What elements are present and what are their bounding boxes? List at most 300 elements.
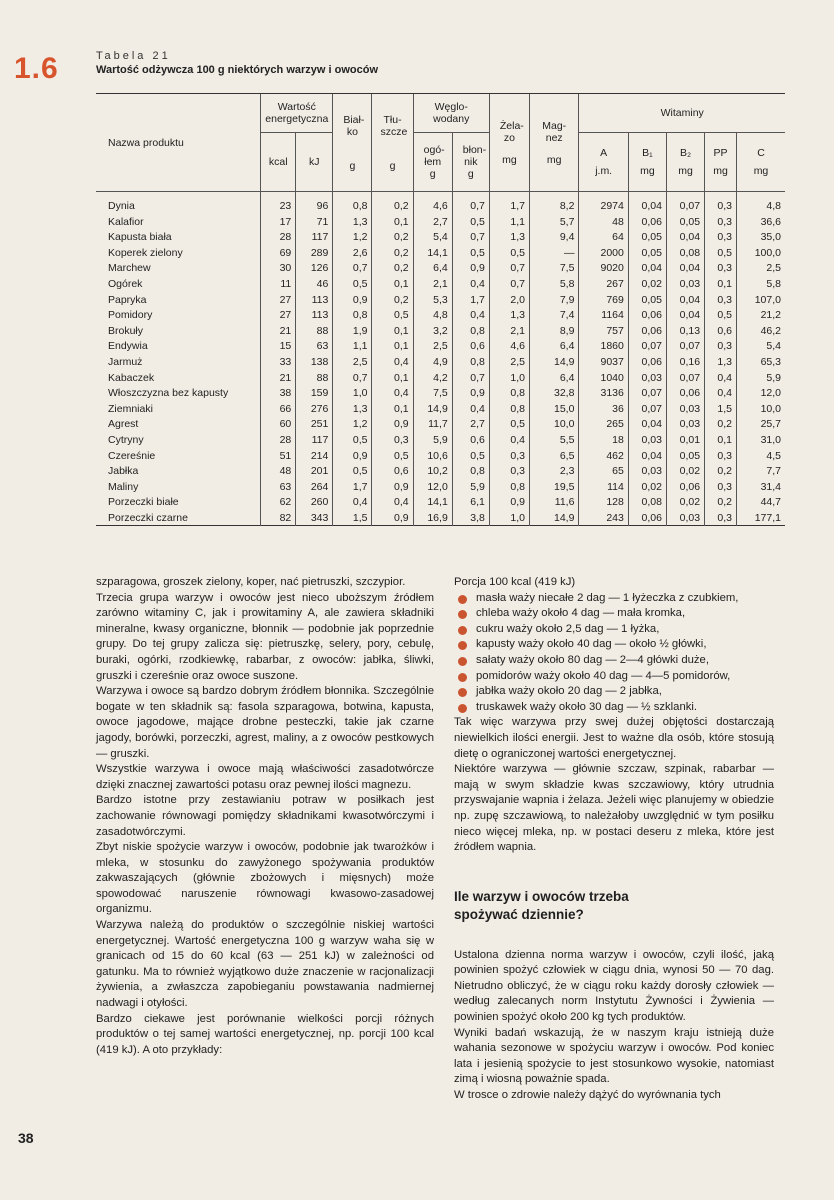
- value-cell: 21: [261, 371, 296, 387]
- value-cell: 0,3: [705, 215, 737, 231]
- table-row: [96, 355, 785, 371]
- value-cell: 107,0: [736, 293, 785, 309]
- value-cell: 66: [261, 402, 296, 418]
- value-cell: 65: [579, 464, 628, 480]
- value-cell: 757: [579, 324, 628, 340]
- value-cell: 0,07: [628, 339, 666, 355]
- value-cell: 36,6: [736, 215, 785, 231]
- value-cell: 1,3: [333, 215, 372, 231]
- value-cell: 0,03: [628, 464, 666, 480]
- value-cell: 19,5: [530, 480, 579, 496]
- portion-list: [454, 591, 774, 716]
- header-iron: [489, 94, 529, 192]
- value-cell: 0,03: [666, 402, 704, 418]
- value-cell: 0,5: [705, 246, 737, 262]
- value-cell: 2,5: [413, 339, 452, 355]
- value-cell: 0,04: [628, 192, 666, 215]
- value-cell: 100,0: [736, 246, 785, 262]
- value-cell: 1040: [579, 371, 628, 387]
- value-cell: 30: [261, 261, 296, 277]
- value-cell: 0,3: [705, 293, 737, 309]
- value-cell: 7,9: [530, 293, 579, 309]
- value-cell: 126: [296, 261, 333, 277]
- value-cell: 0,8: [452, 464, 489, 480]
- value-cell: 0,1: [705, 433, 737, 449]
- value-cell: 0,3: [372, 433, 413, 449]
- header-carbs: [413, 94, 489, 133]
- value-cell: 33: [261, 355, 296, 371]
- value-cell: 4,2: [413, 371, 452, 387]
- value-cell: 0,04: [666, 230, 704, 246]
- header-vit-b2: [666, 133, 704, 192]
- value-cell: 0,4: [372, 355, 413, 371]
- value-cell: 1,7: [452, 293, 489, 309]
- product-name-cell: Ogórek: [108, 277, 143, 290]
- unit-header: mg: [678, 165, 693, 177]
- value-cell: 46,2: [736, 324, 785, 340]
- value-cell: 0,9: [372, 480, 413, 496]
- product-name-cell: Dynia: [108, 200, 135, 212]
- paragraph: Zbyt niskie spożycie warzyw i owoców, podobnie jak twarożków i mleka, w stosunku do zawyżonego spożywania produktów zakwaszających (głównie zbożowych i mięsnych) może spowodować naruszenie równowagi kwasowo-zasadowej organizmu.: [96, 841, 434, 916]
- value-cell: 0,3: [705, 261, 737, 277]
- value-cell: 0,1: [372, 402, 413, 418]
- value-cell: 3136: [579, 386, 628, 402]
- value-cell: 0,1: [705, 277, 737, 293]
- value-cell: 2,5: [333, 355, 372, 371]
- header-vitamin-label: C: [757, 147, 765, 159]
- value-cell: 0,05: [666, 215, 704, 231]
- value-cell: 0,03: [666, 417, 704, 433]
- value-cell: 7,5: [413, 386, 452, 402]
- value-cell: 14,9: [530, 511, 579, 527]
- value-cell: 0,4: [705, 386, 737, 402]
- value-cell: 0,5: [333, 464, 372, 480]
- value-cell: 7,7: [736, 464, 785, 480]
- header-energy-label: Wartość energetyczna: [265, 101, 329, 125]
- value-cell: 31,4: [736, 480, 785, 496]
- value-cell: 63: [296, 339, 333, 355]
- value-cell: 0,2: [372, 293, 413, 309]
- portion-intro: Porcja 100 kcal (419 kJ): [454, 576, 576, 588]
- value-cell: 9020: [579, 261, 628, 277]
- header-vitamins: [579, 94, 785, 133]
- list-item: truskawek waży około 30 dag — ½ szklanki.: [454, 700, 774, 716]
- value-cell: 0,07: [628, 402, 666, 418]
- value-cell: 5,7: [530, 215, 579, 231]
- value-cell: 62: [261, 495, 296, 511]
- header-fat-label: Tłu-szcze: [380, 113, 408, 138]
- value-cell: 0,5: [489, 246, 529, 262]
- value-cell: 0,02: [666, 464, 704, 480]
- value-cell: 2,1: [489, 324, 529, 340]
- value-cell: 1,0: [489, 371, 529, 387]
- value-cell: 276: [296, 402, 333, 418]
- header-carbs-total: [413, 133, 452, 192]
- value-cell: 7,5: [530, 261, 579, 277]
- value-cell: 5,4: [413, 230, 452, 246]
- value-cell: 4,8: [413, 308, 452, 324]
- value-cell: 64: [579, 230, 628, 246]
- value-cell: 7,4: [530, 308, 579, 324]
- header-vit-pp: [705, 133, 737, 192]
- value-cell: 128: [579, 495, 628, 511]
- value-cell: 1,1: [333, 339, 372, 355]
- header-carbs-fiber-label: błon-nik: [462, 144, 487, 168]
- value-cell: 1,9: [333, 324, 372, 340]
- value-cell: 5,5: [530, 433, 579, 449]
- value-cell: 31,0: [736, 433, 785, 449]
- value-cell: 0,06: [628, 324, 666, 340]
- value-cell: 25,7: [736, 417, 785, 433]
- value-cell: 5,8: [530, 277, 579, 293]
- value-cell: 5,4: [736, 339, 785, 355]
- value-cell: 88: [296, 324, 333, 340]
- value-cell: 2974: [579, 192, 628, 215]
- unit-header: mg: [502, 153, 517, 166]
- value-cell: 0,2: [372, 230, 413, 246]
- paragraph: Tak więc warzywa przy swej dużej objętości dostarczają niewielkich ilości energii. Jest to ważne dla osób, które stosują dietę o ograniczonej wartości energetycznej.: [454, 716, 774, 760]
- value-cell: 0,08: [666, 246, 704, 262]
- value-cell: 0,02: [666, 495, 704, 511]
- header-name-label: Nazwa produktu: [108, 136, 184, 149]
- value-cell: 0,2: [372, 246, 413, 262]
- value-cell: 0,07: [628, 386, 666, 402]
- value-cell: 0,07: [666, 371, 704, 387]
- value-cell: 0,6: [452, 339, 489, 355]
- value-cell: 12,0: [413, 480, 452, 496]
- value-cell: 1860: [579, 339, 628, 355]
- value-cell: 5,9: [736, 371, 785, 387]
- value-cell: 96: [296, 192, 333, 215]
- value-cell: 0,4: [452, 308, 489, 324]
- value-cell: 0,2: [705, 417, 737, 433]
- value-cell: 0,06: [628, 355, 666, 371]
- unit-header: mg: [713, 165, 728, 177]
- value-cell: 51: [261, 449, 296, 465]
- list-item: cukru waży około 2,5 dag — 1 łyżka,: [454, 622, 774, 638]
- paragraph: Bardzo ciekawe jest porównanie wielkości porcji różnych produktów o tej samej wartości energetycznej, np. porcji 100 kcal (419 kJ). A oto przykłady:: [96, 1012, 434, 1056]
- product-name-cell: Ziemniaki: [108, 402, 153, 415]
- paragraph: Warzywa i owoce są bardzo dobrym źródłem błonnika. Szczególnie bogate w ten składnik są: fasola szparagowa, botwina, kapusta, owoce jagodowe, mające drobne pesteczki, takie jak czarne jagody, borówki, porzeczki, agrest, maliny, a z owoców pestkowych — gruszki.: [96, 685, 434, 760]
- value-cell: 21,2: [736, 308, 785, 324]
- value-cell: 2,3: [530, 464, 579, 480]
- value-cell: 0,03: [666, 277, 704, 293]
- unit-header: g: [349, 159, 356, 172]
- value-cell: 769: [579, 293, 628, 309]
- table-row: [96, 449, 785, 465]
- value-cell: 138: [296, 355, 333, 371]
- value-cell: 0,9: [452, 261, 489, 277]
- product-name-cell: Endywia: [108, 340, 148, 353]
- paragraph: Bardzo istotne przy zestawianiu potraw w posiłkach jest zachowanie równowagi pomiędzy składnikami kwasotwórczymi i zasadotwórczymi.: [96, 794, 434, 838]
- value-cell: 0,05: [628, 293, 666, 309]
- nutrition-table: [96, 93, 785, 526]
- value-cell: 17: [261, 215, 296, 231]
- table-row: [96, 192, 785, 215]
- value-cell: 265: [579, 417, 628, 433]
- header-energy: [261, 94, 333, 133]
- value-cell: 0,16: [666, 355, 704, 371]
- value-cell: 0,03: [628, 433, 666, 449]
- paragraph: Ustalona dzienna norma warzyw i owoców, czyli ilość, jaką powinien spożyć człowiek w ciągu dnia, wynosi 50 — 70 dag. Nietrudno obliczyć, że w ciągu roku każdy dorosły człowiek — według zalecanych norm Instytutu Żywności i Żywienia — powinien spożyć około 200 kg tych produktów.: [454, 948, 774, 1024]
- value-cell: 10,6: [413, 449, 452, 465]
- table-row: [96, 371, 785, 387]
- value-cell: 27: [261, 308, 296, 324]
- header-name: [96, 94, 261, 192]
- header-kcal: [261, 133, 296, 192]
- value-cell: 35,0: [736, 230, 785, 246]
- value-cell: 1,7: [333, 480, 372, 496]
- value-cell: 214: [296, 449, 333, 465]
- value-cell: 0,2: [372, 192, 413, 215]
- value-cell: 0,7: [452, 230, 489, 246]
- header-carbs-fiber: [452, 133, 489, 192]
- product-name-cell: Pomidory: [108, 309, 153, 322]
- value-cell: 0,4: [705, 371, 737, 387]
- header-protein: [333, 94, 372, 192]
- value-cell: 343: [296, 511, 333, 527]
- header-vitamin-label: B₂: [679, 147, 692, 159]
- header-carbs-total-label: ogó-łem: [423, 144, 445, 168]
- value-cell: 0,3: [705, 230, 737, 246]
- value-cell: 0,2: [705, 495, 737, 511]
- value-cell: 0,1: [372, 277, 413, 293]
- value-cell: 36: [579, 402, 628, 418]
- value-cell: 1,3: [489, 308, 529, 324]
- list-item: pomidorów waży około 40 dag — 4—5 pomidorów,: [454, 669, 774, 685]
- value-cell: 0,1: [372, 339, 413, 355]
- value-cell: 0,03: [628, 371, 666, 387]
- value-cell: 0,04: [628, 261, 666, 277]
- value-cell: 1,0: [489, 511, 529, 527]
- value-cell: 63: [261, 480, 296, 496]
- value-cell: 0,07: [666, 339, 704, 355]
- list-item: masła waży niecałe 2 dag — 1 łyżeczka z czubkiem,: [454, 591, 774, 607]
- header-fat: [372, 94, 413, 192]
- value-cell: 0,7: [333, 371, 372, 387]
- value-cell: 28: [261, 433, 296, 449]
- value-cell: 0,1: [372, 215, 413, 231]
- section-number: 1.6: [14, 52, 59, 85]
- value-cell: 11,7: [413, 417, 452, 433]
- value-cell: 5,3: [413, 293, 452, 309]
- value-cell: 0,9: [372, 511, 413, 527]
- value-cell: 0,7: [333, 261, 372, 277]
- value-cell: 10,0: [736, 402, 785, 418]
- value-cell: 60: [261, 417, 296, 433]
- value-cell: 0,5: [705, 308, 737, 324]
- value-cell: 88: [296, 371, 333, 387]
- value-cell: 260: [296, 495, 333, 511]
- value-cell: 1,1: [489, 215, 529, 231]
- table-row: [96, 386, 785, 402]
- value-cell: 0,08: [628, 495, 666, 511]
- value-cell: 6,4: [530, 339, 579, 355]
- product-name-cell: Kalafior: [108, 215, 144, 228]
- value-cell: 0,6: [452, 433, 489, 449]
- value-cell: 0,7: [489, 277, 529, 293]
- value-cell: 0,3: [489, 464, 529, 480]
- value-cell: 4,5: [736, 449, 785, 465]
- header-magnesium: [530, 94, 579, 192]
- table-label: Tabela 21: [96, 50, 171, 62]
- paragraph: Warzywa należą do produktów o szczególnie niskiej wartości energetycznej. Wartość energetyczna 100 g warzyw waha się w granicach od 15 do 60 kcal (63 — 251 kJ) w zależności od gatunku. Ma to również wyjątkowo duże znaczenie w racjonalizacji żywienia, a zwłaszcza zapobieganiu powstawania nadmiernej nadwagi i otyłości.: [96, 919, 434, 1010]
- value-cell: 4,6: [413, 192, 452, 215]
- value-cell: 9,4: [530, 230, 579, 246]
- value-cell: 1,2: [333, 417, 372, 433]
- value-cell: 1,5: [333, 511, 372, 527]
- value-cell: 0,9: [372, 417, 413, 433]
- value-cell: 15,0: [530, 402, 579, 418]
- unit-header: mg: [640, 165, 655, 177]
- paragraph: Wyniki badań wskazują, że w naszym kraju istnieją duże wahania sezonowe w spożyciu warzyw i owoców. Pod koniec lata i jesienią spożycie to jest stosunkowo wysokie, natomiast zimą i wiosną poważnie spada.: [454, 1026, 774, 1086]
- value-cell: 18: [579, 433, 628, 449]
- value-cell: 117: [296, 230, 333, 246]
- list-item: chleba waży około 4 dag — mała kromka,: [454, 606, 774, 622]
- value-cell: 2,0: [489, 293, 529, 309]
- product-name-cell: Porzeczki białe: [108, 496, 179, 509]
- table-row: [96, 417, 785, 433]
- value-cell: 117: [296, 433, 333, 449]
- value-cell: 0,4: [452, 277, 489, 293]
- value-cell: 2,6: [333, 246, 372, 262]
- value-cell: 0,9: [489, 495, 529, 511]
- value-cell: 1,2: [333, 230, 372, 246]
- header-carbs-label: Węglo-wodany: [433, 101, 470, 125]
- value-cell: 0,5: [333, 433, 372, 449]
- value-cell: 0,7: [452, 371, 489, 387]
- value-cell: 0,7: [452, 192, 489, 215]
- product-name-cell: Kabaczek: [108, 371, 155, 384]
- value-cell: 0,4: [372, 495, 413, 511]
- product-name-cell: Włoszczyzna bez kapusty: [108, 387, 229, 400]
- value-cell: 32,8: [530, 386, 579, 402]
- value-cell: 2,7: [452, 417, 489, 433]
- table-row: [96, 511, 785, 527]
- value-cell: 1164: [579, 308, 628, 324]
- value-cell: 14,1: [413, 495, 452, 511]
- value-cell: 3,8: [452, 511, 489, 527]
- value-cell: 11,6: [530, 495, 579, 511]
- value-cell: 264: [296, 480, 333, 496]
- product-name-cell: Cytryny: [108, 433, 144, 446]
- value-cell: 0,3: [705, 339, 737, 355]
- value-cell: 0,04: [666, 293, 704, 309]
- value-cell: 82: [261, 511, 296, 527]
- value-cell: 0,06: [628, 215, 666, 231]
- value-cell: 289: [296, 246, 333, 262]
- value-cell: 1,3: [489, 230, 529, 246]
- value-cell: 0,1: [372, 371, 413, 387]
- table-row: [96, 246, 785, 262]
- value-cell: 0,4: [452, 402, 489, 418]
- right-column: [454, 575, 774, 1104]
- value-cell: 8,9: [530, 324, 579, 340]
- value-cell: 1,0: [333, 386, 372, 402]
- value-cell: 0,2: [372, 261, 413, 277]
- value-cell: 0,8: [489, 386, 529, 402]
- value-cell: 2,5: [736, 261, 785, 277]
- value-cell: 6,4: [530, 371, 579, 387]
- unit-header: kJ: [309, 156, 320, 168]
- table-row: [96, 308, 785, 324]
- table-row: [96, 495, 785, 511]
- table-row: [96, 215, 785, 231]
- value-cell: 0,5: [452, 449, 489, 465]
- table-row: [96, 433, 785, 449]
- value-cell: 0,8: [489, 480, 529, 496]
- value-cell: 0,5: [452, 215, 489, 231]
- value-cell: 0,3: [705, 449, 737, 465]
- product-name-cell: Papryka: [108, 293, 147, 306]
- value-cell: 0,4: [333, 495, 372, 511]
- value-cell: 0,05: [628, 230, 666, 246]
- value-cell: 16,9: [413, 511, 452, 527]
- value-cell: 0,05: [628, 246, 666, 262]
- value-cell: 0,5: [452, 246, 489, 262]
- value-cell: 0,2: [705, 464, 737, 480]
- value-cell: 0,6: [705, 324, 737, 340]
- value-cell: 0,9: [333, 293, 372, 309]
- value-cell: 65,3: [736, 355, 785, 371]
- value-cell: 12,0: [736, 386, 785, 402]
- header-vit-a: [579, 133, 628, 192]
- value-cell: 14,9: [413, 402, 452, 418]
- paragraph: Trzecia grupa warzyw i owoców jest nieco uboższym źródłem zarówno witaminy C, jak i prowitaminy A, ale zawiera składniki mineralne, kwasy organiczne, błonnik — podobnie jak poprzednie grupy. Do tej grupy zalicza się: pietruszkę, selery, pory, cebulę, buraki, ogórki, rzodkiewkę, rabarbar, z owoców: jabłka, śliwki, gruszki i czereśnie oraz owoce suszone.: [96, 591, 434, 682]
- value-cell: 27: [261, 293, 296, 309]
- value-cell: 0,01: [666, 433, 704, 449]
- value-cell: 0,04: [628, 417, 666, 433]
- value-cell: 0,02: [628, 480, 666, 496]
- value-cell: 1,5: [705, 402, 737, 418]
- product-name-cell: Maliny: [108, 480, 139, 493]
- list-item: kapusty waży około 40 dag — około ½ główki,: [454, 637, 774, 653]
- header-vit-c: [736, 133, 785, 192]
- value-cell: 4,8: [736, 192, 785, 215]
- header-kj: [296, 133, 333, 192]
- value-cell: 0,6: [372, 464, 413, 480]
- value-cell: 2,7: [413, 215, 452, 231]
- value-cell: 0,8: [452, 324, 489, 340]
- value-cell: 113: [296, 293, 333, 309]
- value-cell: —: [530, 246, 579, 262]
- value-cell: 0,1: [372, 324, 413, 340]
- value-cell: 0,8: [333, 308, 372, 324]
- table-row: [96, 277, 785, 293]
- value-cell: 10,2: [413, 464, 452, 480]
- value-cell: 0,3: [705, 192, 737, 215]
- header-iron-label: Żela-zo: [499, 119, 524, 144]
- header-protein-label: Biał-ko: [343, 113, 365, 138]
- unit-header: j.m.: [595, 165, 613, 177]
- header-vitamin-label: PP: [713, 147, 728, 159]
- table-row: [96, 402, 785, 418]
- value-cell: 0,3: [705, 480, 737, 496]
- value-cell: 3,2: [413, 324, 452, 340]
- value-cell: 462: [579, 449, 628, 465]
- value-cell: 0,04: [666, 308, 704, 324]
- table-row: [96, 339, 785, 355]
- product-name-cell: Kapusta biała: [108, 231, 172, 244]
- value-cell: 38: [261, 386, 296, 402]
- product-name-cell: Czereśnie: [108, 449, 156, 462]
- value-cell: 243: [579, 511, 628, 527]
- value-cell: 113: [296, 308, 333, 324]
- value-cell: 0,04: [628, 449, 666, 465]
- value-cell: 2,1: [413, 277, 452, 293]
- table-row: [96, 261, 785, 277]
- table-row: [96, 293, 785, 309]
